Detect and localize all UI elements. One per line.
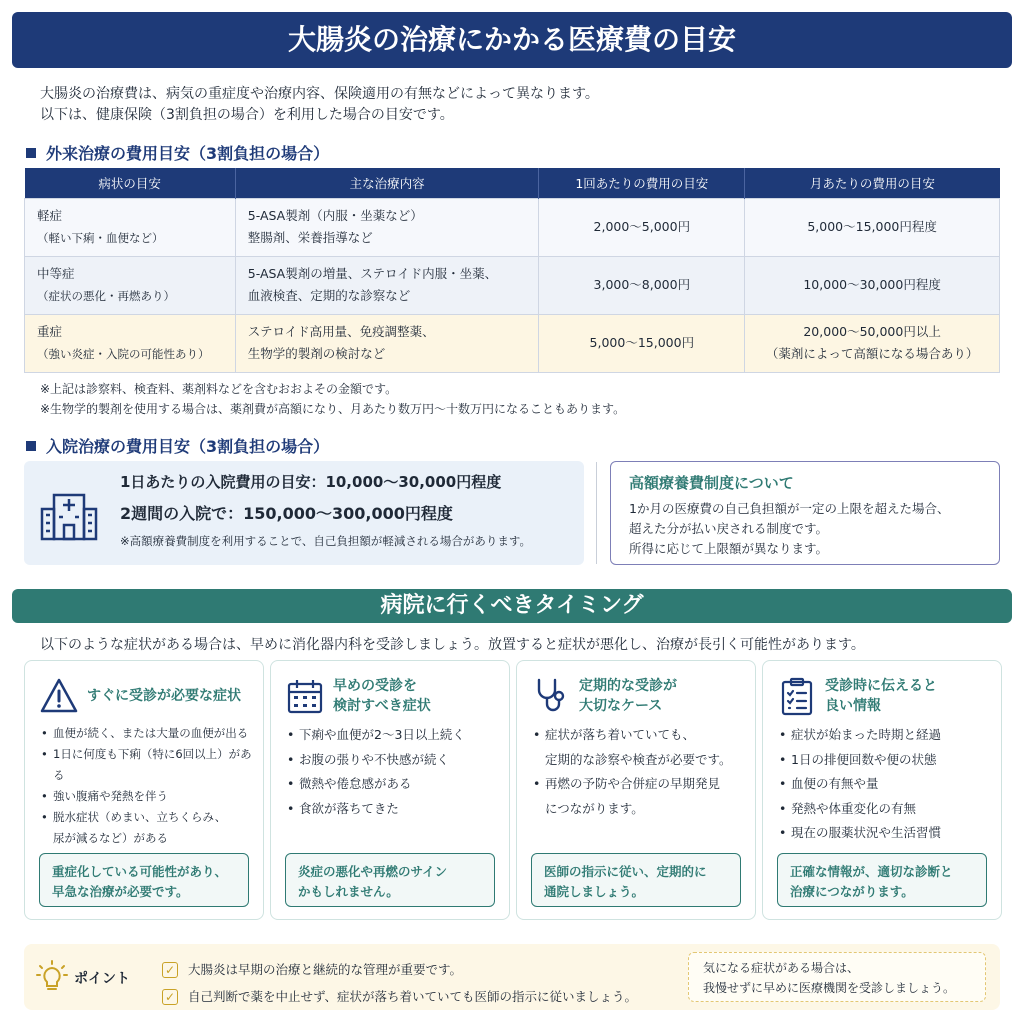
per-month-value: 20,000〜50,000円以上	[803, 324, 941, 339]
symptom-list	[287, 723, 502, 821]
warning-icon	[39, 676, 79, 716]
point-item-text: 自己判断で薬を中止せず、症状が落ち着いていても医師の指示に従いましょう。	[188, 988, 638, 1004]
treatment-line: 血液検査、定期的な診察など	[247, 288, 411, 303]
card-callout	[777, 853, 987, 907]
treatment-line: 5-ASA製剤（内服・坐薬など）	[247, 208, 423, 223]
daily-cost-text: 1日あたりの入院費用の目安：10,000〜30,000円程度	[120, 473, 502, 491]
column-header: 1回あたりの費用の目安	[539, 168, 745, 198]
inpatient-section-title	[26, 434, 329, 457]
early-consult-card	[270, 660, 510, 920]
calendar-icon	[285, 676, 325, 716]
card-title-line: 定期的な受診が	[579, 678, 677, 694]
treatment-line: 5-ASA製剤の増量、ステロイド内服・坐薬、	[247, 266, 498, 281]
intro-line: 大腸炎の治療費は、病気の重症度や治療内容、保険適用の有無などによって異なります。	[40, 86, 599, 102]
table-row	[25, 256, 1000, 314]
column-header: 月あたりの費用の目安	[745, 168, 1000, 198]
list-item	[533, 772, 748, 821]
severity-label: 軽症	[37, 208, 63, 223]
info-list	[779, 723, 994, 846]
section-title-text: 外来治療の費用目安（3割負担の場合）	[46, 144, 330, 163]
point-item-text: 大腸炎は早期の治療と継続的な管理が重要です。	[188, 961, 463, 977]
callout-line: 治療につながります。	[790, 884, 914, 899]
card-title-line: 検討すべき症状	[333, 698, 431, 714]
per-month-cell	[745, 256, 1000, 314]
callout-line: 早急な治療が必要です。	[52, 884, 189, 899]
table-notes	[40, 379, 625, 419]
square-bullet-icon	[26, 441, 36, 451]
per-month-value: 5,000〜15,000円程度	[807, 219, 937, 234]
column-header: 主な治療内容	[235, 168, 539, 198]
severity-cell	[25, 314, 236, 372]
card-title-line: 受診時に伝えると	[825, 678, 937, 694]
per-visit-cell: 5,000〜15,000円	[539, 314, 745, 372]
table-header-row	[25, 168, 1000, 198]
list-item-text: 脱水症状（めまい、立ちくらみ、	[53, 810, 227, 824]
card-title	[825, 676, 937, 716]
checkbox-icon: ✓	[162, 962, 178, 978]
card-callout	[39, 853, 249, 907]
point-items	[162, 956, 637, 1010]
point-item	[162, 956, 637, 983]
list-item-text: 定期的な診察や検査が必要です。	[545, 751, 732, 767]
card-title	[579, 676, 677, 716]
treatment-line: 整腸剤、栄養指導など	[247, 230, 373, 245]
treatment-cell	[235, 314, 539, 372]
severity-label: 重症	[37, 324, 63, 339]
list-item: • 食欲が落ちてきた	[287, 797, 502, 822]
severity-sub: （症状の悪化・再燃あり）	[37, 289, 175, 303]
list-item: • お腹の張りや不快感が続く	[287, 748, 502, 773]
urgent-symptoms-card	[24, 660, 264, 920]
column-header: 病状の目安	[25, 168, 236, 198]
section-title-text: 入院治療の費用目安（3割負担の場合）	[46, 437, 330, 456]
list-item	[41, 807, 256, 849]
symptom-list	[41, 723, 256, 870]
note-line: ※生物学的製剤を使用する場合は、薬剤費が高額になり、月あたり数万円〜十数万円になることもあります。	[40, 402, 626, 416]
severity-label: 中等症	[37, 266, 75, 281]
aside-line: 気になる症状がある場合は、	[703, 961, 860, 975]
high-cost-system-box	[610, 461, 1000, 565]
list-item-text: 症状が落ち着いていても、	[545, 727, 696, 742]
point-label: ポイント	[74, 971, 130, 987]
per-month-value: 10,000〜30,000円程度	[803, 277, 941, 292]
severity-cell	[25, 198, 236, 256]
hospital-icon	[38, 481, 100, 543]
card-title-line: 大切なケース	[579, 698, 663, 714]
point-aside-note	[688, 952, 986, 1002]
list-item: • 1日に何度も下痢（特に6回以上）がある	[41, 744, 256, 786]
regular-visit-card	[516, 660, 756, 920]
card-title: すぐに受診が必要な症状	[87, 688, 241, 704]
list-item-text: につながります。	[545, 800, 644, 816]
intro-text	[40, 84, 599, 126]
timing-section-title: 病院に行くべきタイミング	[12, 589, 1012, 623]
card-callout	[285, 853, 495, 907]
intro-line: 以下は、健康保険（3割負担の場合）を利用した場合の目安です。	[40, 107, 454, 123]
clipboard-icon	[777, 676, 817, 716]
callout-line: かもしれません。	[298, 884, 399, 899]
severity-sub: （軽い下痢・血便など）	[37, 231, 164, 245]
treatment-line: ステロイド高用量、免疫調整薬、	[247, 324, 435, 339]
timing-lead-text: 以下のような症状がある場合は、早めに消化器内科を受診しましょう。放置すると症状が悪化し、治療が長引く可能性があります。	[40, 637, 865, 653]
list-item: • 症状が始まった時期と経過	[779, 723, 994, 748]
table-row	[25, 198, 1000, 256]
card-title-line: 良い情報	[825, 698, 881, 714]
card-title-line: 早めの受診を	[333, 678, 417, 694]
treatment-line: 生物学的製剤の検討など	[247, 346, 386, 361]
square-bullet-icon	[26, 148, 36, 158]
list-item-text: 再燃の予防や合併症の早期発見	[545, 776, 721, 791]
callout-line: 重症化している可能性があり、	[52, 864, 228, 879]
per-month-note: （薬剤によって高額になる場合あり）	[765, 346, 979, 361]
treatment-cell	[235, 198, 539, 256]
list-item: • 1日の排便回数や便の状態	[779, 748, 994, 773]
table-row	[25, 314, 1000, 372]
severity-cell	[25, 256, 236, 314]
stethoscope-icon	[531, 676, 571, 716]
outpatient-fee-table	[24, 168, 1000, 373]
per-visit-cell: 2,000〜5,000円	[539, 198, 745, 256]
high-cost-body	[629, 499, 981, 559]
list-item: • 微熱や倦怠感がある	[287, 772, 502, 797]
per-month-cell	[745, 314, 1000, 372]
outpatient-section-title	[26, 141, 329, 164]
inpatient-note: ※高額療養費制度を利用することで、自己負担額が軽減される場合があります。	[120, 534, 531, 548]
lightbulb-icon	[36, 960, 68, 994]
callout-line: 炎症の悪化や再燃のサイン	[298, 864, 448, 879]
info-to-share-card	[762, 660, 1002, 920]
callout-line: 医師の指示に従い、定期的に	[544, 864, 707, 879]
list-item: • 血便の有無や量	[779, 772, 994, 797]
high-cost-line: 超えた分が払い戻される制度です。	[629, 521, 829, 536]
case-list	[533, 723, 748, 821]
list-item: • 下痢や血便が2〜3日以上続く	[287, 723, 502, 748]
list-item	[533, 723, 748, 772]
point-item	[162, 983, 637, 1010]
high-cost-line: 所得に応じて上限額が異なります。	[629, 541, 829, 556]
list-item: • 現在の服薬状況や生活習慣	[779, 821, 994, 846]
per-visit-cell: 3,000〜8,000円	[539, 256, 745, 314]
treatment-cell	[235, 256, 539, 314]
note-line: ※上記は診察料、検査料、薬剤料などを含むおおよその金額です。	[40, 382, 398, 396]
per-month-cell	[745, 198, 1000, 256]
severity-sub: （強い炎症・入院の可能性あり）	[37, 347, 210, 361]
callout-line: 正確な情報が、適切な診断と	[790, 864, 953, 879]
aside-line: 我慢せずに早めに医療機関を受診しましょう。	[703, 981, 956, 995]
high-cost-title: 高額療養費制度について	[629, 474, 794, 492]
list-item-text: 尿が減るなど）がある	[53, 831, 168, 845]
page-title: 大腸炎の治療にかかる医療費の目安	[12, 12, 1012, 68]
card-callout	[531, 853, 741, 907]
list-item: • 強い腹痛や発熱を伴う	[41, 786, 256, 807]
two-week-cost-text: 2週間の入院で：150,000〜300,000円程度	[120, 504, 453, 523]
card-title	[333, 676, 431, 716]
high-cost-line: 1か月の医療費の自己負担額が一定の上限を超えた場合、	[629, 501, 950, 516]
inpatient-cost-box	[24, 461, 584, 565]
list-item: • 発熱や体重変化の有無	[779, 797, 994, 822]
point-box	[24, 944, 1000, 1010]
callout-line: 通院しましょう。	[544, 884, 645, 899]
checkbox-icon: ✓	[162, 989, 178, 1005]
list-item: • 血便が続く、または大量の血便が出る	[41, 723, 256, 744]
divider	[596, 462, 597, 564]
